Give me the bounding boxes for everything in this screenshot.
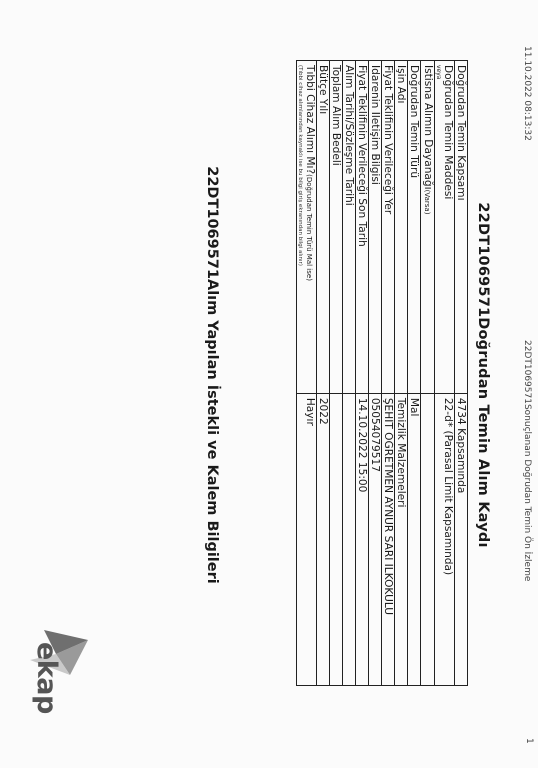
row-label: Fiyat Teklifinin Verileceği Yer [382, 65, 394, 215]
table-row [421, 61, 435, 686]
row-value: 14.10.2022 15:00 [356, 393, 369, 685]
table-row [369, 61, 382, 686]
row-label: İdarenin İletişim Bilgisi [369, 65, 381, 185]
row-label: Alım Tarihi/Sözleşme Tarihi [343, 65, 355, 206]
row-value: Temizlik Malzemeleri [395, 393, 408, 685]
header-doc-title: 22DT1069571Sonuçlanan Doğrudan Temin Ön İzleme [522, 340, 532, 582]
page-title: 22DT1069571Doğrudan Temin Alım Kaydı [475, 202, 491, 548]
row-value: Hayır [297, 393, 317, 685]
table-row [435, 61, 455, 686]
row-value: 05054079517 [369, 393, 382, 685]
row-label: Toplam Alım Bedeli [330, 65, 342, 166]
row-label: İstisna Alımın Dayanağı [422, 65, 434, 190]
row-value [330, 393, 343, 685]
section-title: 22DT1069571Alım Yapılan İstekli ve Kalem Bilgileri [204, 166, 220, 584]
row-label: İşin Adı [395, 65, 407, 104]
row-label: Doğrudan Temin Kapsamı [455, 65, 467, 201]
row-label-cell [382, 61, 395, 394]
row-label: Doğrudan Temin Türü [408, 65, 420, 179]
table-row [455, 61, 468, 686]
row-label-cell [343, 61, 356, 394]
row-label: Doğrudan Temin Maddesi [442, 65, 454, 200]
row-value [421, 393, 435, 685]
table-row [408, 61, 421, 686]
row-value: Mal [408, 393, 421, 685]
table-row [317, 61, 330, 686]
row-label: Fiyat Teklifinin Verileceği Son Tarih [356, 65, 368, 247]
procurement-table [296, 60, 468, 686]
row-label: Bütçe Yılı [317, 65, 329, 115]
row-label-small: (Varsa) [423, 189, 431, 215]
row-label-cell [395, 61, 408, 394]
row-label-cell [421, 61, 435, 394]
row-value [343, 393, 356, 685]
row-label-cell [317, 61, 330, 394]
table-row [330, 61, 343, 686]
page-number: 1 [524, 738, 534, 744]
row-label-cell [408, 61, 421, 394]
row-label-cell [455, 61, 468, 394]
ekap-logo-text: ekap [31, 642, 62, 714]
row-label: Tıbbi Cihaz Alımı Mı? [304, 65, 316, 175]
row-label-cell [297, 61, 317, 394]
row-value: ŞEHİT ÖĞRETMEN AYNUR SARI İLKOKULU [382, 393, 395, 685]
row-label-note: (Tıbbi cihaz alımlarından kaynaklı ise bu bilgi giriş ekranından bilgi alınır) [297, 65, 303, 266]
table-row [343, 61, 356, 686]
row-label-cell [330, 61, 343, 394]
table-row [356, 61, 369, 686]
header-datetime: 11.10.2022 08:13:32 [522, 46, 532, 141]
table-row [382, 61, 395, 686]
row-label-cell [435, 61, 455, 394]
row-label-sub: veya [435, 65, 442, 80]
row-value: 22-d* (Parasal Limit Kapsamında) [435, 393, 455, 685]
row-label-cell [356, 61, 369, 394]
row-value: 4734 Kapsamında [455, 393, 468, 685]
table-row [395, 61, 408, 686]
row-label-small: (Doğrudan Temin Türü Mal ise) [305, 174, 313, 281]
table-row [297, 61, 317, 686]
row-label-cell [369, 61, 382, 394]
row-value: 2022 [317, 393, 330, 685]
